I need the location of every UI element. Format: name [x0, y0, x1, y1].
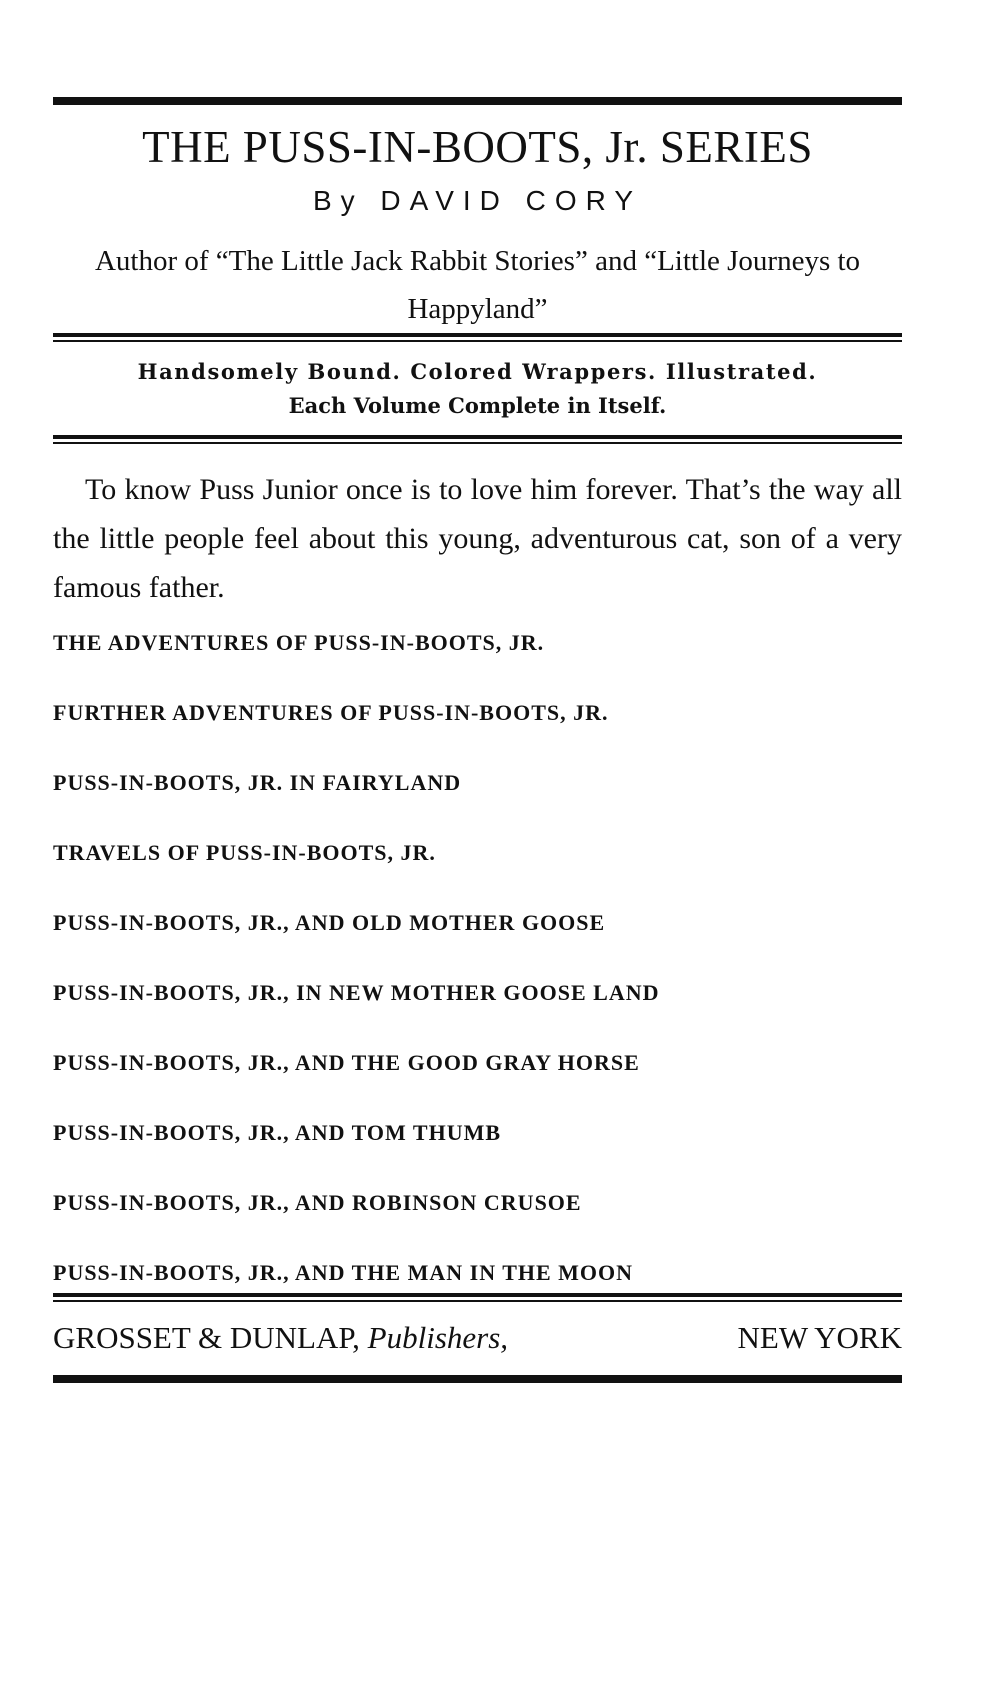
intro-paragraph: To know Puss Junior once is to love him forever. That’s the way all the little people feel about this young, adventurous cat, son of a very famous father.: [53, 473, 902, 604]
byline: By DAVID CORY: [312, 185, 643, 216]
publisher-name-group: [53, 1322, 508, 1353]
series-title: THE PUSS-IN-BOOTS, Jr. SERIES: [142, 122, 813, 172]
list-item: PUSS-IN-BOOTS, JR., AND OLD MOTHER GOOSE: [53, 910, 606, 935]
list-item: PUSS-IN-BOOTS, JR., AND ROBINSON CRUSOE: [53, 1190, 582, 1215]
publisher-city: NEW YORK: [737, 1320, 902, 1355]
book-advertisement-page: [53, 0, 902, 1692]
title-list: [53, 632, 902, 1332]
rule-divider-upper: [53, 333, 902, 342]
list-item: PUSS-IN-BOOTS, JR. IN FAIRYLAND: [53, 770, 462, 795]
list-item: PUSS-IN-BOOTS, JR., AND THE GOOD GRAY HORSE: [53, 1050, 640, 1075]
rule-divider-middle: [53, 435, 902, 444]
binding-line-1: Handsomely Bound. Colored Wrappers. Illustrated.: [137, 359, 818, 384]
author-of-line: Author of “The Little Jack Rabbit Stories” and “Little Journeys to Happyland”: [94, 245, 861, 325]
publisher-line: [53, 1322, 902, 1353]
list-item: TRAVELS OF PUSS-IN-BOOTS, JR.: [53, 840, 436, 865]
list-item: FURTHER ADVENTURES OF PUSS-IN-BOOTS, JR.: [53, 700, 609, 725]
binding-line-2: Each Volume Complete in Itself.: [288, 393, 667, 418]
publisher-name: GROSSET & DUNLAP,: [53, 1320, 360, 1355]
binding-description: [53, 355, 902, 423]
bottom-rule: [53, 1375, 902, 1383]
list-item: THE ADVENTURES OF PUSS-IN-BOOTS, JR.: [53, 630, 545, 655]
list-item: PUSS-IN-BOOTS, JR., IN NEW MOTHER GOOSE LAND: [53, 980, 660, 1005]
list-item: PUSS-IN-BOOTS, JR., AND THE MAN IN THE MOON: [53, 1260, 634, 1285]
top-rule: [53, 97, 902, 105]
list-item: PUSS-IN-BOOTS, JR., AND TOM THUMB: [53, 1120, 502, 1145]
rule-divider-lower: [53, 1293, 902, 1302]
publisher-role: Publishers,: [367, 1320, 509, 1355]
